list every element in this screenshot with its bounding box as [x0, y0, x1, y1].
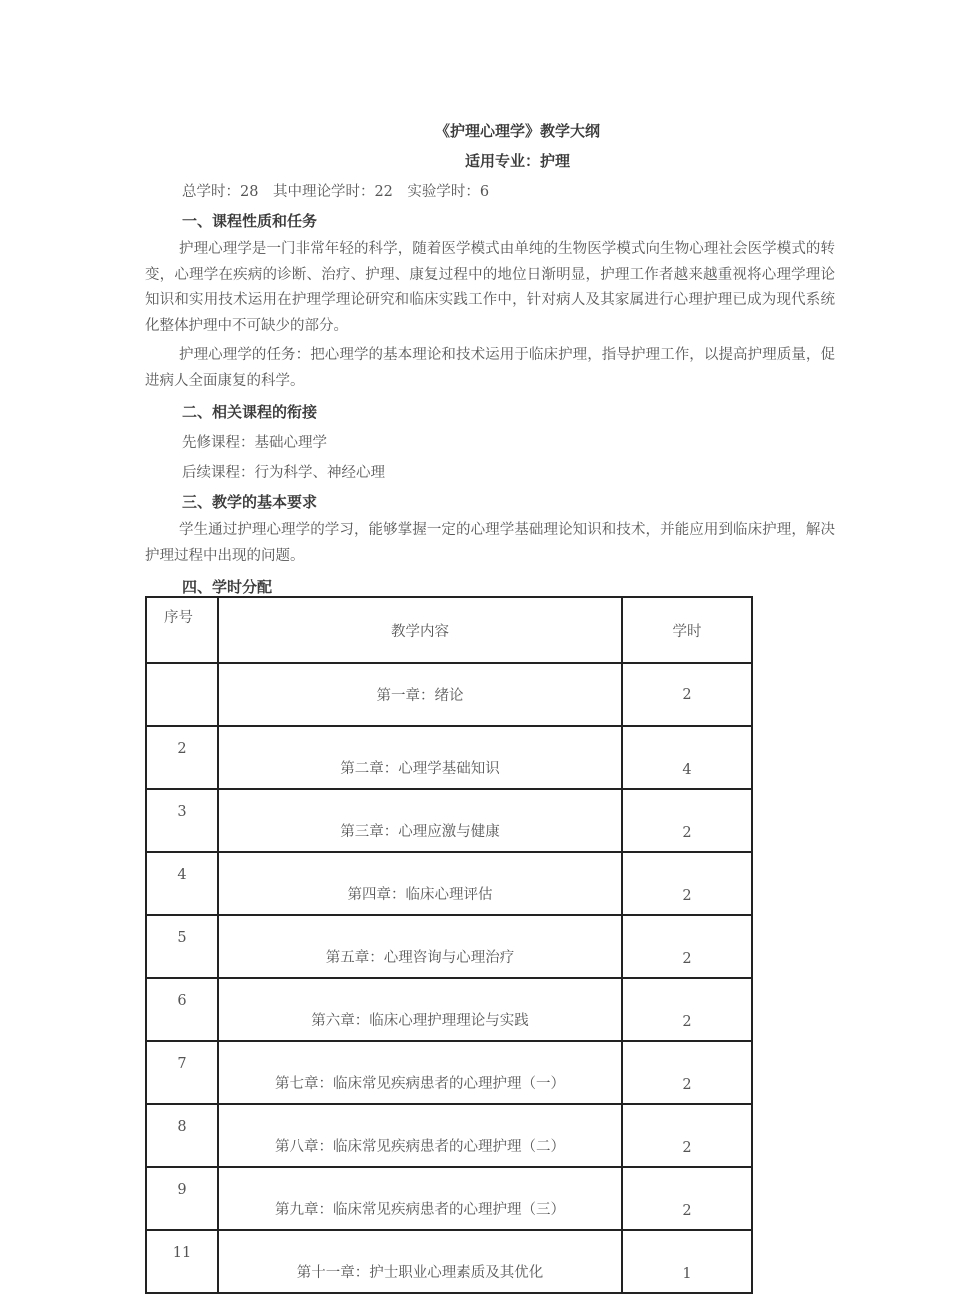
- section-heading-3: 三、教学的基本要求: [182, 493, 318, 511]
- followup-course: 后续课程：行为科学、神经心理: [182, 465, 385, 481]
- section-heading-2: 二、相关课程的衔接: [182, 403, 318, 421]
- table-row: [146, 978, 752, 1041]
- row-content: 第四章：临床心理评估: [218, 852, 622, 915]
- row-hours: 4: [622, 726, 752, 789]
- header-content: 教学内容: [218, 597, 622, 663]
- row-content: 第三章：心理应激与健康: [218, 789, 622, 852]
- section-1-paragraph-1: 护理心理学是一门非常年轻的科学，随着医学模式由单纯的生物医学模式向生物心理社会医学模式的转变，心理学在疾病的诊断、治疗、护理、康复过程中的地位日渐明显，护理工作者越来越重视将心理学理论知识和实用技术运用在护理学理论研究和临床实践工作中，针对病人及其家属进行心理护理已成为现代系统化整体护理中不可缺少的部分。: [145, 241, 835, 334]
- section-1-paragraph-2: 护理心理学的任务：把心理学的基本理论和技术运用于临床护理，指导护理工作，以提高护理质量，促进病人全面康复的科学。: [145, 347, 835, 389]
- row-no: 11: [146, 1230, 218, 1293]
- row-content: 第九章：临床常见疾病患者的心理护理（三）: [218, 1167, 622, 1230]
- row-hours: 2: [622, 915, 752, 978]
- row-content: 第八章：临床常见疾病患者的心理护理（二）: [218, 1104, 622, 1167]
- section-heading-4: 四、学时分配: [182, 578, 273, 596]
- prerequisite-course: 先修课程：基础心理学: [182, 435, 327, 451]
- row-hours: 1: [622, 1230, 752, 1293]
- table-row: [146, 663, 752, 726]
- table-row: [146, 915, 752, 978]
- row-no: 7: [146, 1041, 218, 1104]
- row-hours: 2: [622, 978, 752, 1041]
- row-content: 第二章：心理学基础知识: [218, 726, 622, 789]
- total-hours-line: 总学时：28 其中理论学时：22 实验学时：6: [182, 184, 490, 200]
- table-row: [146, 1230, 752, 1293]
- header-no: 序号: [146, 597, 218, 663]
- table-row: [146, 1104, 752, 1167]
- row-no: 2: [146, 726, 218, 789]
- row-hours: 2: [622, 1167, 752, 1230]
- row-hours: 2: [622, 1104, 752, 1167]
- table-header-row: [146, 597, 752, 663]
- row-no: 5: [146, 915, 218, 978]
- row-no: 9: [146, 1167, 218, 1230]
- row-no: 8: [146, 1104, 218, 1167]
- header-hours: 学时: [622, 597, 752, 663]
- row-content: 第一章：绪论: [218, 663, 622, 726]
- row-content: 第五章：心理咨询与心理治疗: [218, 915, 622, 978]
- section-heading-1: 一、课程性质和任务: [182, 212, 318, 230]
- row-content: 第十一章：护士职业心理素质及其优化: [218, 1230, 622, 1293]
- table-row: [146, 789, 752, 852]
- hours-table: [145, 596, 753, 1294]
- row-content: 第七章：临床常见疾病患者的心理护理（一）: [218, 1041, 622, 1104]
- document-title: 《护理心理学》教学大纲: [434, 122, 600, 140]
- row-no: [146, 663, 218, 726]
- row-hours: 2: [622, 663, 752, 726]
- row-hours: 2: [622, 789, 752, 852]
- table-row: [146, 852, 752, 915]
- table-row: [146, 1041, 752, 1104]
- row-no: 4: [146, 852, 218, 915]
- row-hours: 2: [622, 1041, 752, 1104]
- table-row: [146, 1167, 752, 1230]
- row-no: 3: [146, 789, 218, 852]
- table-row: [146, 726, 752, 789]
- row-hours: 2: [622, 852, 752, 915]
- row-content: 第六章：临床心理护理理论与实践: [218, 978, 622, 1041]
- document-subtitle: 适用专业：护理: [464, 152, 570, 170]
- row-no: 6: [146, 978, 218, 1041]
- section-3-paragraph: 学生通过护理心理学的学习，能够掌握一定的心理学基础理论知识和技术，并能应用到临床护理，解决护理过程中出现的问题。: [145, 522, 835, 564]
